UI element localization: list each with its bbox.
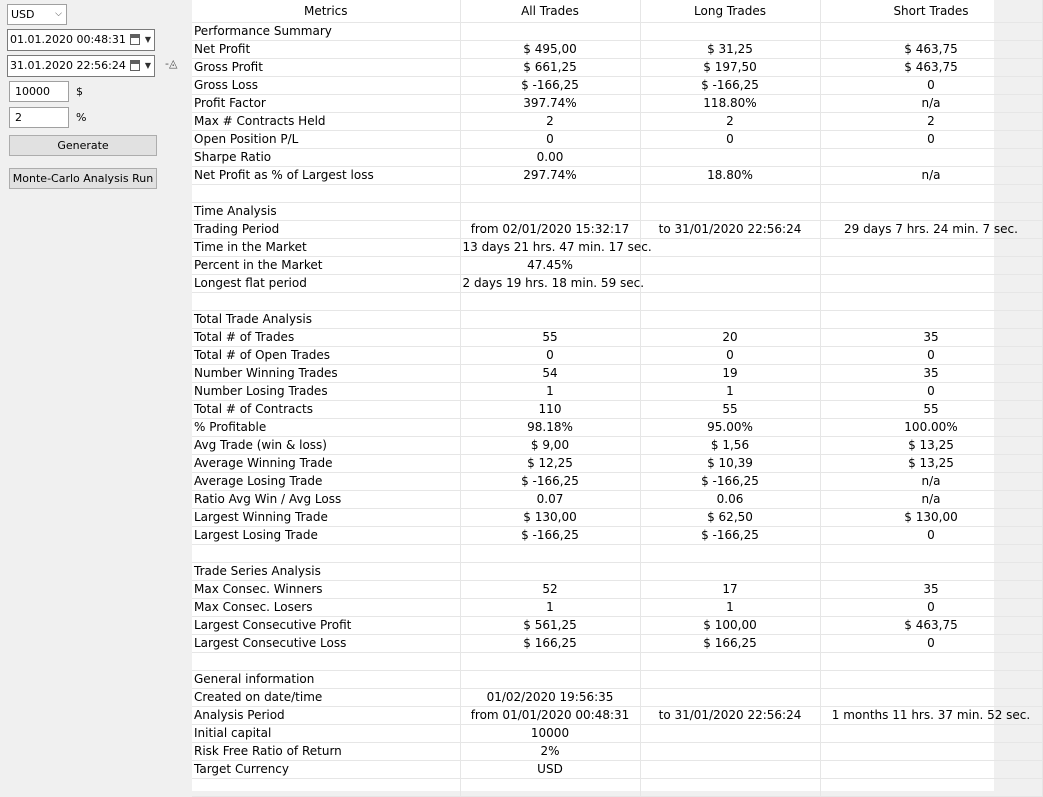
metric-name-cell: Number Losing Trades (192, 383, 460, 401)
metric-value-cell (460, 185, 640, 203)
metric-value-cell: to 31/01/2020 22:56:24 (640, 221, 820, 239)
date-to-picker[interactable] (7, 55, 155, 77)
metric-value-cell: $ 130,00 (460, 509, 640, 527)
metric-value-cell: 0 (640, 131, 820, 149)
metric-name-cell: Initial capital (192, 725, 460, 743)
metric-value-cell: $ -166,25 (460, 77, 640, 95)
table-row[interactable] (192, 167, 1042, 185)
metric-value-cell: 297.74% (460, 167, 640, 185)
metric-value-cell (820, 689, 1042, 707)
header-long-trades[interactable]: Long Trades (640, 0, 820, 23)
metric-name-cell: Longest flat period (192, 275, 460, 293)
table-row[interactable] (192, 419, 1042, 437)
metric-value-cell: $ 495,00 (460, 41, 640, 59)
table-row[interactable] (192, 599, 1042, 617)
pin-icon[interactable]: -◬ (165, 57, 178, 70)
table-row[interactable] (192, 779, 1042, 797)
metric-value-cell: 2 days 19 hrs. 18 min. 59 sec. (460, 275, 640, 293)
table-row[interactable] (192, 311, 1042, 329)
metric-value-cell: 1 (460, 383, 640, 401)
metric-value-cell: $ 9,00 (460, 437, 640, 455)
table-row[interactable] (192, 257, 1042, 275)
currency-select[interactable] (7, 4, 67, 25)
metrics-table-panel[interactable] (192, 0, 1031, 791)
metric-value-cell (820, 743, 1042, 761)
metric-value-cell: USD (460, 761, 640, 779)
metric-value-cell: $ 197,50 (640, 59, 820, 77)
metric-value-cell: 55 (460, 329, 640, 347)
metric-name-cell: Net Profit as % of Largest loss (192, 167, 460, 185)
metric-value-cell (460, 779, 640, 797)
table-row[interactable] (192, 221, 1042, 239)
metric-name-cell: Open Position P/L (192, 131, 460, 149)
metric-name-cell: Net Profit (192, 41, 460, 59)
metric-value-cell (820, 545, 1042, 563)
metric-name-cell (192, 545, 460, 563)
metric-value-cell (460, 23, 640, 41)
metric-value-cell: 01/02/2020 19:56:35 (460, 689, 640, 707)
table-row[interactable] (192, 149, 1042, 167)
metric-value-cell (640, 779, 820, 797)
metric-value-cell: 29 days 7 hrs. 24 min. 7 sec. (820, 221, 1042, 239)
metric-value-cell (640, 743, 820, 761)
date-from-picker[interactable] (7, 29, 155, 51)
capital-unit-label: $ (76, 85, 83, 98)
metric-name-cell: Total # of Contracts (192, 401, 460, 419)
metric-value-cell: $ 100,00 (640, 617, 820, 635)
metric-value-cell (460, 653, 640, 671)
metric-value-cell: $ 661,25 (460, 59, 640, 77)
metric-name-cell: Largest Consecutive Loss (192, 635, 460, 653)
table-row[interactable] (192, 275, 1042, 293)
metric-name-cell: Largest Winning Trade (192, 509, 460, 527)
metric-value-cell: 0.06 (640, 491, 820, 509)
generate-button[interactable]: Generate (9, 135, 157, 156)
metric-value-cell (820, 779, 1042, 797)
metric-value-cell: 397.74% (460, 95, 640, 113)
metric-value-cell: n/a (820, 491, 1042, 509)
metric-value-cell (820, 149, 1042, 167)
metric-value-cell (460, 563, 640, 581)
metric-value-cell: to 31/01/2020 22:56:24 (640, 707, 820, 725)
table-row[interactable] (192, 95, 1042, 113)
metric-name-cell: Gross Loss (192, 77, 460, 95)
metric-value-cell (640, 257, 820, 275)
table-row[interactable] (192, 329, 1042, 347)
metric-value-cell (640, 293, 820, 311)
table-row[interactable] (192, 671, 1042, 689)
metric-value-cell (460, 203, 640, 221)
table-row[interactable] (192, 653, 1042, 671)
table-row[interactable] (192, 185, 1042, 203)
metric-name-cell (192, 293, 460, 311)
metric-name-cell: Max Consec. Losers (192, 599, 460, 617)
metric-value-cell: $ 130,00 (820, 509, 1042, 527)
metric-name-cell: Average Losing Trade (192, 473, 460, 491)
metric-name-cell: % Profitable (192, 419, 460, 437)
metric-value-cell: 0 (820, 635, 1042, 653)
initial-capital-value: 10000 (15, 85, 50, 98)
metric-value-cell (640, 239, 820, 257)
metric-value-cell: 95.00% (640, 419, 820, 437)
metric-value-cell: $ 463,75 (820, 617, 1042, 635)
table-row[interactable] (192, 527, 1042, 545)
metric-value-cell: 13 days 21 hrs. 47 min. 17 sec. (460, 239, 640, 257)
table-row[interactable] (192, 635, 1042, 653)
metric-name-cell: Profit Factor (192, 95, 460, 113)
metric-name-cell: Total # of Open Trades (192, 347, 460, 365)
metric-name-cell: Number Winning Trades (192, 365, 460, 383)
date-to-value: 31.01.2020 22:56:24 (10, 59, 126, 72)
metric-value-cell: $ 166,25 (640, 635, 820, 653)
metric-value-cell (460, 293, 640, 311)
metric-value-cell (460, 545, 640, 563)
metric-name-cell (192, 779, 460, 797)
metric-value-cell: 54 (460, 365, 640, 383)
table-row[interactable] (192, 293, 1042, 311)
metric-value-cell: $ 13,25 (820, 455, 1042, 473)
metric-value-cell: 35 (820, 329, 1042, 347)
metric-value-cell: from 01/01/2020 00:48:31 (460, 707, 640, 725)
table-row[interactable] (192, 239, 1042, 257)
metric-value-cell (820, 185, 1042, 203)
metric-value-cell (640, 761, 820, 779)
metric-value-cell (640, 653, 820, 671)
metric-value-cell: n/a (820, 167, 1042, 185)
metrics-table (192, 0, 1043, 797)
metric-name-cell: Sharpe Ratio (192, 149, 460, 167)
table-header-row (192, 0, 1042, 23)
table-row[interactable] (192, 707, 1042, 725)
metric-value-cell (820, 293, 1042, 311)
metric-value-cell: 55 (640, 401, 820, 419)
dropdown-arrow-icon[interactable]: ▼ (144, 35, 151, 44)
metric-name-cell: Target Currency (192, 761, 460, 779)
metric-value-cell (640, 545, 820, 563)
metric-value-cell: 0 (820, 77, 1042, 95)
metric-name-cell: Total # of Trades (192, 329, 460, 347)
calendar-icon[interactable] (130, 34, 140, 45)
metric-name-cell: Performance Summary (192, 23, 460, 41)
metric-value-cell (820, 239, 1042, 257)
metric-name-cell: Trading Period (192, 221, 460, 239)
header-short-trades[interactable]: Short Trades (820, 0, 1042, 23)
metric-value-cell: 2 (640, 113, 820, 131)
metric-value-cell: $ 31,25 (640, 41, 820, 59)
metric-name-cell: Largest Consecutive Profit (192, 617, 460, 635)
table-row[interactable] (192, 437, 1042, 455)
metric-value-cell: 100.00% (820, 419, 1042, 437)
calendar-icon[interactable] (130, 60, 140, 71)
metric-value-cell: $ -166,25 (460, 473, 640, 491)
metric-value-cell: 2% (460, 743, 640, 761)
metric-value-cell: 20 (640, 329, 820, 347)
table-row[interactable] (192, 383, 1042, 401)
metric-value-cell: $ -166,25 (460, 527, 640, 545)
metric-name-cell: Trade Series Analysis (192, 563, 460, 581)
metric-name-cell: Time Analysis (192, 203, 460, 221)
table-row[interactable] (192, 563, 1042, 581)
metric-name-cell: Average Winning Trade (192, 455, 460, 473)
metric-value-cell (820, 311, 1042, 329)
header-metrics[interactable]: Metrics (192, 0, 460, 23)
table-row[interactable] (192, 23, 1042, 41)
metric-name-cell: Avg Trade (win & loss) (192, 437, 460, 455)
metric-name-cell: Risk Free Ratio of Return (192, 743, 460, 761)
metric-value-cell: 0 (820, 527, 1042, 545)
metric-value-cell (640, 23, 820, 41)
metric-value-cell: 18.80% (640, 167, 820, 185)
metric-value-cell: $ -166,25 (640, 77, 820, 95)
initial-capital-input[interactable] (9, 81, 69, 102)
metric-value-cell: 1 (640, 599, 820, 617)
metric-value-cell (820, 563, 1042, 581)
metric-name-cell: Analysis Period (192, 707, 460, 725)
metric-name-cell: Largest Losing Trade (192, 527, 460, 545)
metric-value-cell: from 02/01/2020 15:32:17 (460, 221, 640, 239)
monte-carlo-button[interactable]: Monte-Carlo Analysis Run (9, 168, 157, 189)
metric-value-cell: 19 (640, 365, 820, 383)
metric-value-cell: $ 13,25 (820, 437, 1042, 455)
metric-name-cell: Gross Profit (192, 59, 460, 77)
metric-value-cell: 1 (460, 599, 640, 617)
metric-value-cell (640, 311, 820, 329)
table-row[interactable] (192, 761, 1042, 779)
metric-value-cell: 0 (460, 131, 640, 149)
metric-value-cell: 0 (640, 347, 820, 365)
metric-value-cell: 47.45% (460, 257, 640, 275)
metric-value-cell (820, 203, 1042, 221)
table-row[interactable] (192, 401, 1042, 419)
metric-value-cell: $ 561,25 (460, 617, 640, 635)
metric-value-cell: $ 62,50 (640, 509, 820, 527)
metric-value-cell: 118.80% (640, 95, 820, 113)
metric-value-cell (640, 725, 820, 743)
table-row[interactable] (192, 203, 1042, 221)
date-from-value: 01.01.2020 00:48:31 (10, 33, 126, 46)
table-row[interactable] (192, 59, 1042, 77)
metric-value-cell: 98.18% (460, 419, 640, 437)
metric-value-cell: n/a (820, 473, 1042, 491)
table-row[interactable] (192, 581, 1042, 599)
metric-value-cell (820, 653, 1042, 671)
chevron-down-icon: ⌵ (55, 9, 62, 19)
metric-value-cell (820, 725, 1042, 743)
metric-value-cell (820, 275, 1042, 293)
metric-value-cell (640, 185, 820, 203)
metric-value-cell: 52 (460, 581, 640, 599)
metric-value-cell (640, 275, 820, 293)
dropdown-arrow-icon[interactable]: ▼ (144, 61, 151, 70)
metric-value-cell: 0 (820, 383, 1042, 401)
metric-name-cell: Max Consec. Winners (192, 581, 460, 599)
metric-value-cell: 2 (460, 113, 640, 131)
metric-value-cell: $ 10,39 (640, 455, 820, 473)
metric-value-cell (640, 149, 820, 167)
risk-free-rate-value: 2 (15, 111, 22, 124)
table-row[interactable] (192, 455, 1042, 473)
metric-value-cell: 2 (820, 113, 1042, 131)
table-row[interactable] (192, 617, 1042, 635)
metric-value-cell: $ 12,25 (460, 455, 640, 473)
metric-value-cell: 35 (820, 365, 1042, 383)
metric-value-cell: $ 166,25 (460, 635, 640, 653)
metric-value-cell: $ 1,56 (640, 437, 820, 455)
metric-name-cell: Max # Contracts Held (192, 113, 460, 131)
currency-value: USD (11, 8, 35, 21)
table-row[interactable] (192, 473, 1042, 491)
metric-name-cell: General information (192, 671, 460, 689)
table-row[interactable] (192, 689, 1042, 707)
metric-value-cell (460, 671, 640, 689)
metric-value-cell: 35 (820, 581, 1042, 599)
metric-value-cell: 10000 (460, 725, 640, 743)
risk-free-rate-input[interactable] (9, 107, 69, 128)
metric-value-cell (820, 761, 1042, 779)
table-row[interactable] (192, 113, 1042, 131)
metric-value-cell: 0.00 (460, 149, 640, 167)
metric-value-cell: 0.07 (460, 491, 640, 509)
table-row[interactable] (192, 131, 1042, 149)
metric-value-cell: 17 (640, 581, 820, 599)
metric-name-cell: Time in the Market (192, 239, 460, 257)
metric-value-cell: 110 (460, 401, 640, 419)
metric-name-cell (192, 185, 460, 203)
metric-value-cell: 1 months 11 hrs. 37 min. 52 sec. (820, 707, 1042, 725)
metric-value-cell: $ 463,75 (820, 41, 1042, 59)
metric-value-cell: 0 (820, 599, 1042, 617)
table-row[interactable] (192, 347, 1042, 365)
table-row[interactable] (192, 725, 1042, 743)
metric-value-cell (640, 203, 820, 221)
metric-value-cell: n/a (820, 95, 1042, 113)
metric-name-cell: Total Trade Analysis (192, 311, 460, 329)
metric-value-cell (820, 257, 1042, 275)
metric-name-cell: Percent in the Market (192, 257, 460, 275)
metric-value-cell: $ -166,25 (640, 527, 820, 545)
metric-value-cell: 0 (820, 347, 1042, 365)
table-row[interactable] (192, 77, 1042, 95)
risk-unit-label: % (76, 111, 87, 124)
table-row[interactable] (192, 365, 1042, 383)
header-all-trades[interactable]: All Trades (460, 0, 640, 23)
metric-value-cell (820, 23, 1042, 41)
metric-value-cell: $ -166,25 (640, 473, 820, 491)
table-row[interactable] (192, 509, 1042, 527)
metric-value-cell (640, 563, 820, 581)
metric-value-cell (460, 311, 640, 329)
metric-value-cell (640, 689, 820, 707)
metric-name-cell: Ratio Avg Win / Avg Loss (192, 491, 460, 509)
metric-value-cell: 0 (460, 347, 640, 365)
metric-name-cell: Created on date/time (192, 689, 460, 707)
metric-value-cell: 1 (640, 383, 820, 401)
metric-value-cell: $ 463,75 (820, 59, 1042, 77)
table-row[interactable] (192, 545, 1042, 563)
settings-panel (0, 0, 190, 791)
table-row[interactable] (192, 743, 1042, 761)
metric-value-cell (640, 671, 820, 689)
table-row[interactable] (192, 491, 1042, 509)
table-row[interactable] (192, 41, 1042, 59)
metric-name-cell (192, 653, 460, 671)
metric-value-cell: 55 (820, 401, 1042, 419)
metric-value-cell: 0 (820, 131, 1042, 149)
metric-value-cell (820, 671, 1042, 689)
